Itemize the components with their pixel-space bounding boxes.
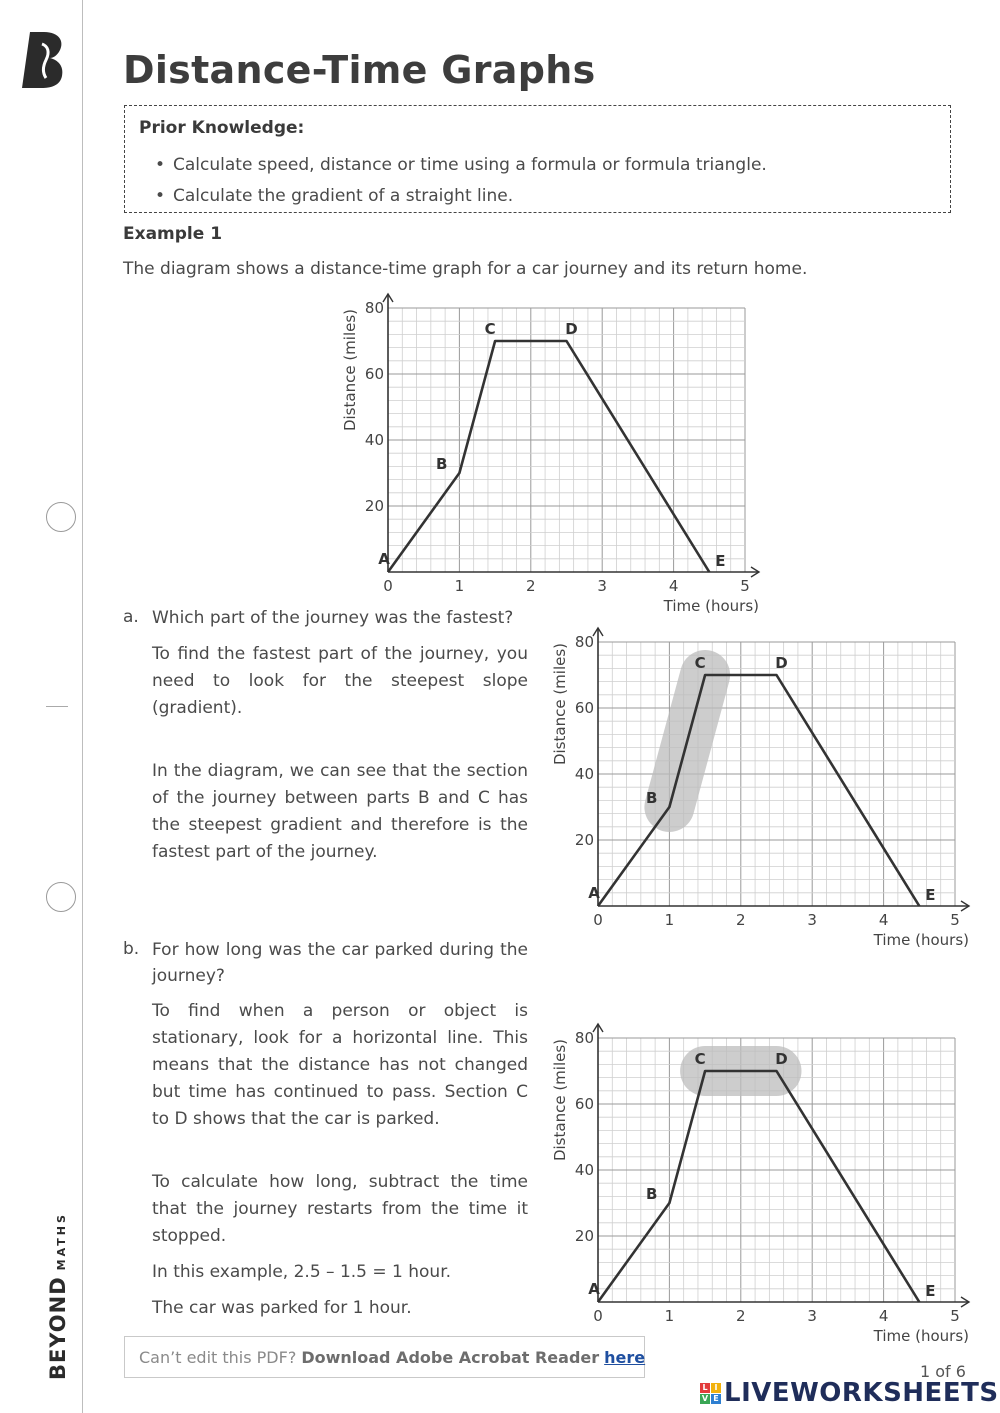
punch-hole-bottom xyxy=(46,882,76,912)
acrobat-notice xyxy=(124,1336,645,1378)
y-tick-label: 20 xyxy=(364,497,384,515)
point-label-e: E xyxy=(925,1282,936,1300)
liveworksheets-logo xyxy=(700,1378,999,1408)
liveworksheets-icon xyxy=(700,1383,721,1404)
fold-mark xyxy=(46,706,68,707)
lw-icon-letter: I xyxy=(711,1383,721,1393)
x-tick-label: 2 xyxy=(736,1307,746,1325)
question-a-explanation-2: In the diagram, we can see that the section of the journey between parts B and C has the steepest gradient and therefore is the fastest part of the journey. xyxy=(152,761,528,862)
y-tick-label: 40 xyxy=(574,765,594,783)
point-label-b: B xyxy=(435,455,448,473)
x-tick-label: 1 xyxy=(454,577,465,595)
x-tick-label: 4 xyxy=(878,1307,889,1325)
acrobat-notice-text: Can’t edit this PDF? xyxy=(139,1347,297,1367)
question-b-explanation-1: To find when a person or object is stationary, look for a horizontal line. This means that the distance has not changed but time has continued to pass. Section C to D shows that the car is parked. xyxy=(152,1001,528,1129)
lw-icon-letter: V xyxy=(701,1393,709,1403)
page-number: 1 of 6 xyxy=(920,1362,966,1381)
point-label-c: C xyxy=(694,1050,706,1068)
prior-knowledge-item: • Calculate the gradient of a straight line. xyxy=(155,181,767,212)
x-tick-label: 4 xyxy=(878,911,889,929)
x-tick-label: 1 xyxy=(664,911,675,929)
x-tick-label: 5 xyxy=(740,577,750,595)
y-tick-label: 40 xyxy=(574,1161,594,1179)
lw-icon-letter: E xyxy=(711,1394,721,1404)
acrobat-download-link[interactable]: here xyxy=(604,1347,646,1367)
x-tick-label: 5 xyxy=(950,911,960,929)
point-label-c: C xyxy=(484,320,496,338)
example-intro: The diagram shows a distance-time graph for a car journey and its return home. xyxy=(123,259,808,279)
x-tick-label: 1 xyxy=(664,1307,675,1325)
point-label-e: E xyxy=(925,886,936,904)
y-axis-label: Distance (miles) xyxy=(551,1038,569,1162)
distance-time-graph-fastest xyxy=(540,624,980,954)
prior-knowledge-box xyxy=(124,105,951,213)
prior-knowledge-heading: Prior Knowledge: xyxy=(139,118,305,138)
question-a-label: a. xyxy=(123,607,139,627)
x-tick-label: 3 xyxy=(597,577,607,595)
y-tick-label: 80 xyxy=(574,1029,594,1047)
prior-knowledge-item: • Calculate speed, distance or time using a formula or formula triangle. xyxy=(155,150,767,181)
point-label-a: A xyxy=(378,550,390,568)
prior-knowledge-list xyxy=(155,150,767,212)
page-title: Distance-Time Graphs xyxy=(123,48,596,92)
x-axis-label: Time (hours) xyxy=(873,931,969,949)
x-axis-label: Time (hours) xyxy=(663,597,759,615)
brand-wordmark xyxy=(46,1212,70,1380)
x-tick-label: 3 xyxy=(807,911,817,929)
x-tick-label: 3 xyxy=(807,1307,817,1325)
point-label-c: C xyxy=(694,654,706,672)
point-label-b: B xyxy=(645,1185,658,1203)
brand-small: MATHS xyxy=(55,1212,68,1271)
distance-time-graph-parked xyxy=(540,1020,980,1350)
x-tick-label: 0 xyxy=(593,911,603,929)
margin-rule xyxy=(82,0,83,1413)
y-tick-label: 40 xyxy=(364,431,384,449)
x-tick-label: 0 xyxy=(383,577,393,595)
x-axis-label: Time (hours) xyxy=(873,1327,969,1345)
question-b-explanation-2: To calculate how long, subtract the time that the journey restarts from the time it stopped. xyxy=(152,1172,528,1246)
point-label-a: A xyxy=(588,884,600,902)
point-label-e: E xyxy=(715,552,726,570)
x-tick-label: 5 xyxy=(950,1307,960,1325)
y-tick-label: 20 xyxy=(574,831,594,849)
y-axis-label: Distance (miles) xyxy=(551,642,569,766)
punch-hole-top xyxy=(46,502,76,532)
lw-icon-letter: L xyxy=(700,1383,710,1393)
y-tick-label: 60 xyxy=(574,1095,594,1113)
point-label-b: B xyxy=(645,789,658,807)
x-tick-label: 0 xyxy=(593,1307,603,1325)
question-b-answer: The car was parked for 1 hour. xyxy=(152,1298,412,1318)
acrobat-notice-bold: Download Adobe Acrobat Reader xyxy=(301,1347,600,1367)
question-b-label: b. xyxy=(123,939,140,959)
brand-big: BEYOND xyxy=(46,1276,70,1380)
question-b-calculation: In this example, 2.5 – 1.5 = 1 hour. xyxy=(152,1262,452,1282)
y-tick-label: 80 xyxy=(574,633,594,651)
y-tick-label: 80 xyxy=(364,299,384,317)
example-heading: Example 1 xyxy=(123,224,223,244)
y-axis-label: Distance (miles) xyxy=(341,308,359,432)
point-label-d: D xyxy=(565,320,578,338)
y-tick-label: 20 xyxy=(574,1227,594,1245)
y-tick-label: 60 xyxy=(574,699,594,717)
point-label-d: D xyxy=(775,654,788,672)
question-a-text: Which part of the journey was the fastest? xyxy=(152,608,514,628)
y-tick-label: 60 xyxy=(364,365,384,383)
question-a-explanation-1: To find the fastest part of the journey, you need to look for the steepest slope (gradient). xyxy=(152,644,528,718)
question-b-text: For how long was the car parked during the journey? xyxy=(152,940,528,986)
beyond-logo-icon xyxy=(20,30,66,90)
point-label-a: A xyxy=(588,1280,600,1298)
x-tick-label: 2 xyxy=(526,577,536,595)
x-tick-label: 4 xyxy=(668,577,679,595)
distance-time-graph-main xyxy=(330,290,770,620)
liveworksheets-wordmark: LIVEWORKSHEETS xyxy=(724,1378,999,1408)
x-tick-label: 2 xyxy=(736,911,746,929)
point-label-d: D xyxy=(775,1050,788,1068)
